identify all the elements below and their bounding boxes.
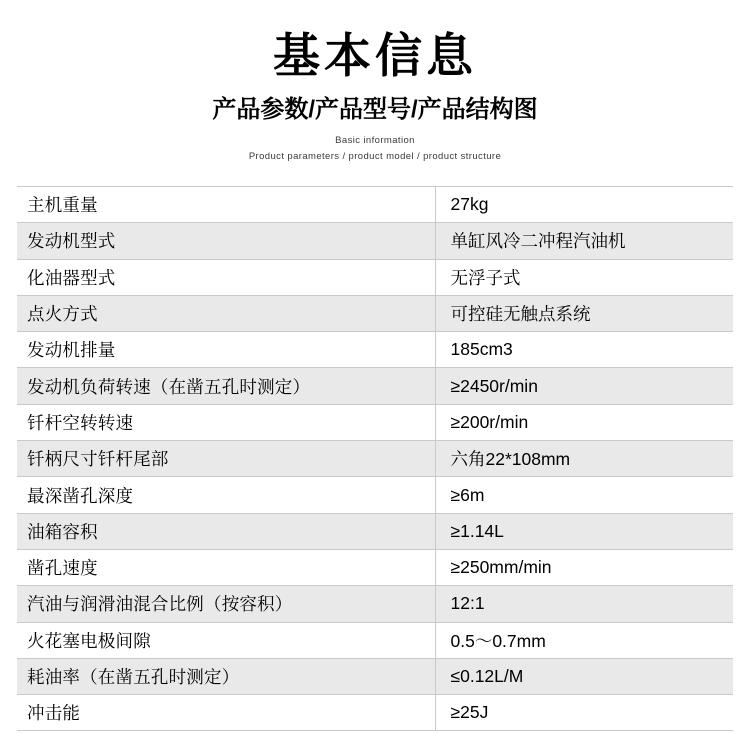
spec-label: 发动机排量 [17,332,435,368]
table-row [17,295,733,331]
table-row [17,695,733,731]
table-row [17,332,733,368]
spec-label: 发动机负荷转速（在凿五孔时测定） [17,368,435,404]
spec-value: 12:1 [435,586,733,622]
page-title-english [0,134,750,164]
spec-value: 可控硅无触点系统 [435,295,733,331]
page-header [0,0,750,164]
page-title-english-line2: Product parameters / product model / product structure [248,151,502,163]
page-title-english-line1: Basic information [335,135,415,147]
spec-value: 无浮子式 [435,259,733,295]
page-subtitle: 产品参数/产品型号/产品结构图 [212,96,538,124]
spec-label: 火花塞电极间隙 [17,622,435,658]
specification-table [17,186,733,731]
table-row [17,622,733,658]
spec-label: 钎杆空转转速 [17,404,435,440]
spec-label: 凿孔速度 [17,549,435,585]
spec-value: ≥250mm/min [435,549,733,585]
spec-value: ≥6m [435,477,733,513]
specification-table-body [17,187,733,731]
spec-label: 主机重量 [17,187,435,223]
table-row [17,368,733,404]
spec-label: 冲击能 [17,695,435,731]
spec-label: 最深凿孔深度 [17,477,435,513]
table-row [17,404,733,440]
spec-label: 耗油率（在凿五孔时测定） [17,658,435,694]
spec-value: ≥1.14L [435,513,733,549]
table-row [17,586,733,622]
spec-label: 汽油与润滑油混合比例（按容积） [17,586,435,622]
table-row [17,223,733,259]
table-row [17,549,733,585]
spec-value: 六角22*108mm [435,441,733,477]
table-row [17,441,733,477]
table-row [17,259,733,295]
spec-label: 油箱容积 [17,513,435,549]
table-row [17,513,733,549]
spec-value: ≥200r/min [435,404,733,440]
spec-value: ≤0.12L/M [435,658,733,694]
spec-value: 185cm3 [435,332,733,368]
spec-value: ≥2450r/min [435,368,733,404]
spec-label: 发动机型式 [17,223,435,259]
page-title: 基本信息 [273,29,477,82]
spec-label: 化油器型式 [17,259,435,295]
spec-value: 27kg [435,187,733,223]
spec-label: 点火方式 [17,295,435,331]
spec-value: 0.5～0.7mm [435,622,733,658]
table-row [17,187,733,223]
spec-label: 钎柄尺寸钎杆尾部 [17,441,435,477]
table-row [17,658,733,694]
spec-value: ≥25J [435,695,733,731]
table-row [17,477,733,513]
spec-value: 单缸风冷二冲程汽油机 [435,223,733,259]
